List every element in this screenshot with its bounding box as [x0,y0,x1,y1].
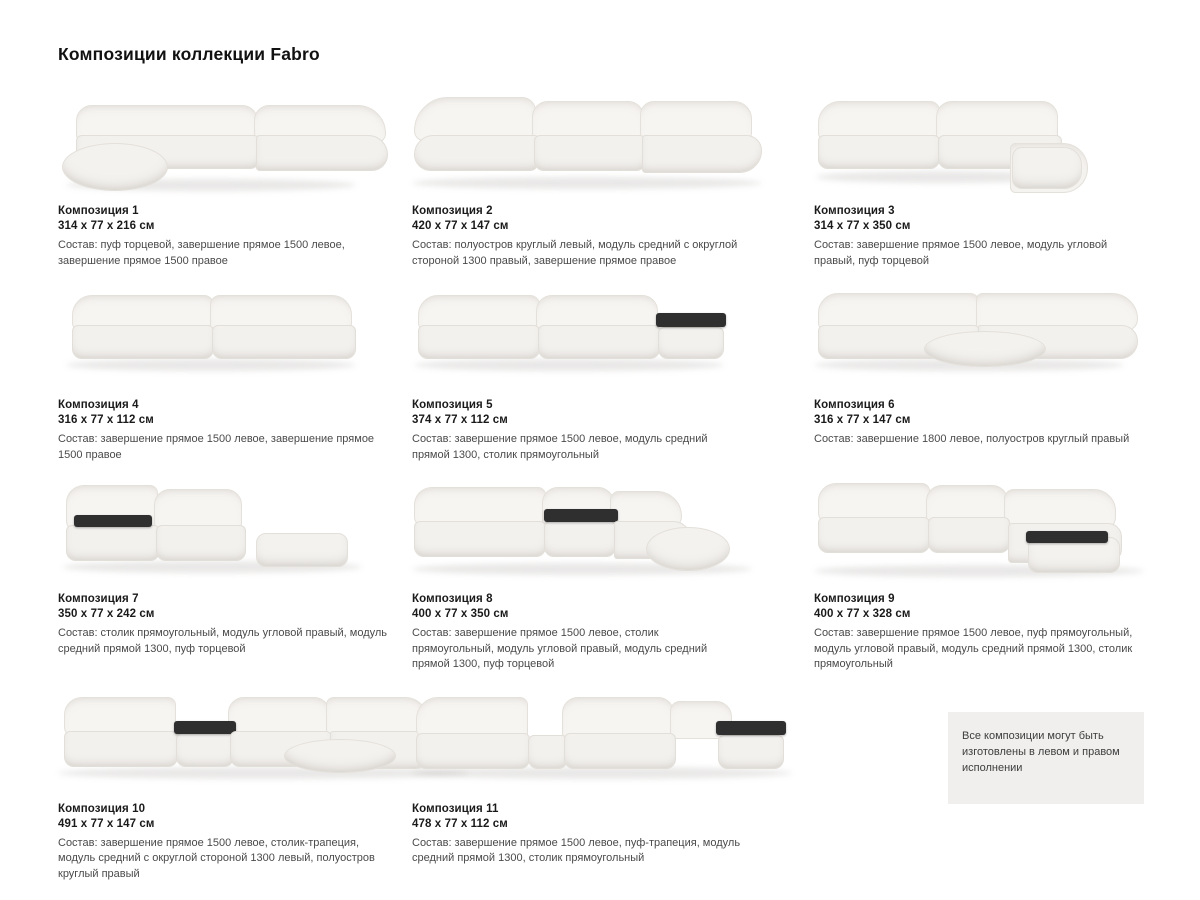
note-text: Все композиции могут быть изготовлены в левом и правом исполнении [962,730,1120,774]
composition-dims: 374 х 77 х 112 см [412,414,508,426]
table-base [718,735,784,769]
floor-shadow [414,359,724,371]
composition-1-caption [58,205,410,269]
rectangular-table [1026,531,1108,543]
composition-name: Композиция 11 [412,802,499,815]
composition-name: Композиция 2 [412,205,493,217]
pouf-end [646,527,730,571]
composition-11-illustration [412,689,812,797]
sofa-seat-left [416,733,530,769]
composition-5-caption [412,399,812,463]
composition-card-1 [58,91,410,269]
table-base [658,327,724,359]
composition-dims: 314 х 77 х 350 см [814,220,911,232]
composition-6-caption [814,399,1160,448]
sofa-seat-left [72,325,214,359]
composition-7-illustration [58,479,410,587]
composition-10-illustration [58,689,410,797]
sofa-seat-mid [928,517,1010,553]
composition-4-caption [58,399,410,463]
composition-3-caption [814,205,1160,269]
composition-card-11 [412,689,812,883]
composition-card-2 [412,91,812,269]
composition-card-6 [814,285,1160,463]
composition-dims: 478 х 77 х 112 см [412,817,508,830]
composition-card-7 [58,479,410,673]
composition-desc: Состав: завершение прямое 1500 левое, пуф-трапеция, модуль средний прямой 1300, столик прямоугольный [412,836,741,864]
rectangular-table [716,721,786,735]
table-base [544,521,616,557]
composition-9-illustration [814,479,1160,587]
composition-9-caption [814,593,1160,673]
sofa-seat-left [66,525,160,561]
composition-desc: Состав: завершение 1800 левое, полуостров круглый правый [814,433,1130,445]
peninsula-seat [414,135,538,171]
table-base [176,733,234,767]
composition-desc: Состав: завершение прямое 1500 левое, пуф прямоугольный, модуль угловой правый, модуль средний прямой 1300, столик прямоугольный [814,627,1133,670]
page-title: Композиции коллекции Fabro [58,44,320,64]
composition-dims: 316 х 77 х 112 см [58,414,154,426]
composition-card-3 [814,91,1160,269]
sofa-seat-left [414,521,546,557]
composition-card-8 [412,479,812,673]
composition-name: Композиция 4 [58,399,139,411]
composition-dims: 491 х 77 х 147 см [58,817,155,830]
peninsula-round [924,331,1046,367]
composition-desc: Состав: завершение прямое 1500 левое, завершение прямое 1500 правое [58,433,375,461]
rectangular-table [74,515,152,527]
composition-dims: 316 х 77 х 147 см [814,414,911,426]
composition-card-9 [814,479,1160,673]
sofa-seat-left [64,731,178,767]
sofa-seat-right [642,135,762,173]
composition-name: Композиция 5 [412,399,493,411]
composition-dims: 400 х 77 х 350 см [412,608,509,620]
sofa-back-mid [154,489,242,529]
composition-desc: Состав: завершение прямое 1500 левое, столик прямоугольный, модуль угловой правый, модуль средний прямой 1300, пуф торцевой [412,627,708,670]
composition-card-10 [58,689,410,883]
sofa-seat-left [818,135,940,169]
composition-row-2 [58,285,1144,463]
composition-desc: Состав: завершение прямое 1500 левое, модуль средний прямой 1300, столик прямоугольный [412,433,708,461]
floor-shadow [412,177,762,189]
sofa-seat-mid [564,733,676,769]
peninsula-round [284,739,396,773]
composition-3-illustration [814,91,1160,199]
composition-8-illustration [412,479,812,587]
composition-dims: 350 х 77 х 242 см [58,608,155,620]
sofa-seat-mid [534,135,646,171]
sofa-seat-right [212,325,356,359]
composition-name: Композиция 1 [58,205,139,217]
composition-11-caption [412,803,812,867]
composition-desc: Состав: пуф торцевой, завершение прямое 1500 левое, завершение прямое 1500 правое [58,239,345,267]
trapezoid-table [174,721,236,734]
rectangular-table [544,509,618,522]
composition-name: Композиция 9 [814,593,895,605]
sofa-seat-right [256,135,388,171]
composition-5-illustration [412,285,812,393]
composition-desc: Состав: завершение прямое 1500 левое, модуль угловой правый, пуф торцевой [814,239,1108,267]
composition-row-3 [58,479,1144,673]
composition-dims: 314 х 77 х 216 см [58,220,155,232]
composition-2-illustration [412,91,812,199]
pouf-trapezoid [528,735,568,769]
pouf-end [1012,147,1082,189]
composition-name: Композиция 6 [814,399,895,411]
composition-10-caption [58,803,410,883]
sofa-seat-left [418,325,540,359]
pouf-end [256,533,348,567]
sofa-seat-mid [156,525,246,561]
composition-card-4 [58,285,410,463]
composition-dims: 420 х 77 х 147 см [412,220,509,232]
composition-desc: Состав: столик прямоугольный, модуль угловой правый, модуль средний прямой 1300, пуф торцевой [58,627,388,655]
composition-dims: 400 х 77 х 328 см [814,608,911,620]
note-box [948,712,1144,804]
composition-4-illustration [58,285,410,393]
composition-name: Композиция 7 [58,593,139,605]
composition-name: Композиция 3 [814,205,895,217]
composition-1-illustration [58,91,410,199]
sofa-seat-left [818,517,930,553]
composition-8-caption [412,593,812,673]
composition-row-1 [58,91,1144,269]
composition-7-caption [58,593,410,657]
pouf-end [62,143,168,191]
rectangular-table [656,313,726,327]
composition-name: Композиция 10 [58,802,146,815]
composition-card-5 [412,285,812,463]
composition-6-illustration [814,285,1160,393]
composition-2-caption [412,205,812,269]
composition-desc: Состав: завершение прямое 1500 левое, столик-трапеция, модуль средний с округлой стороной 1300 левый, полуостров круглый правый [58,836,375,880]
floor-shadow [66,359,356,371]
sofa-seat-mid [538,325,660,359]
composition-name: Композиция 8 [412,593,493,605]
composition-desc: Состав: полуостров круглый левый, модуль средний с округлой стороной 1300 правый, завершение прямое правое [412,239,738,267]
